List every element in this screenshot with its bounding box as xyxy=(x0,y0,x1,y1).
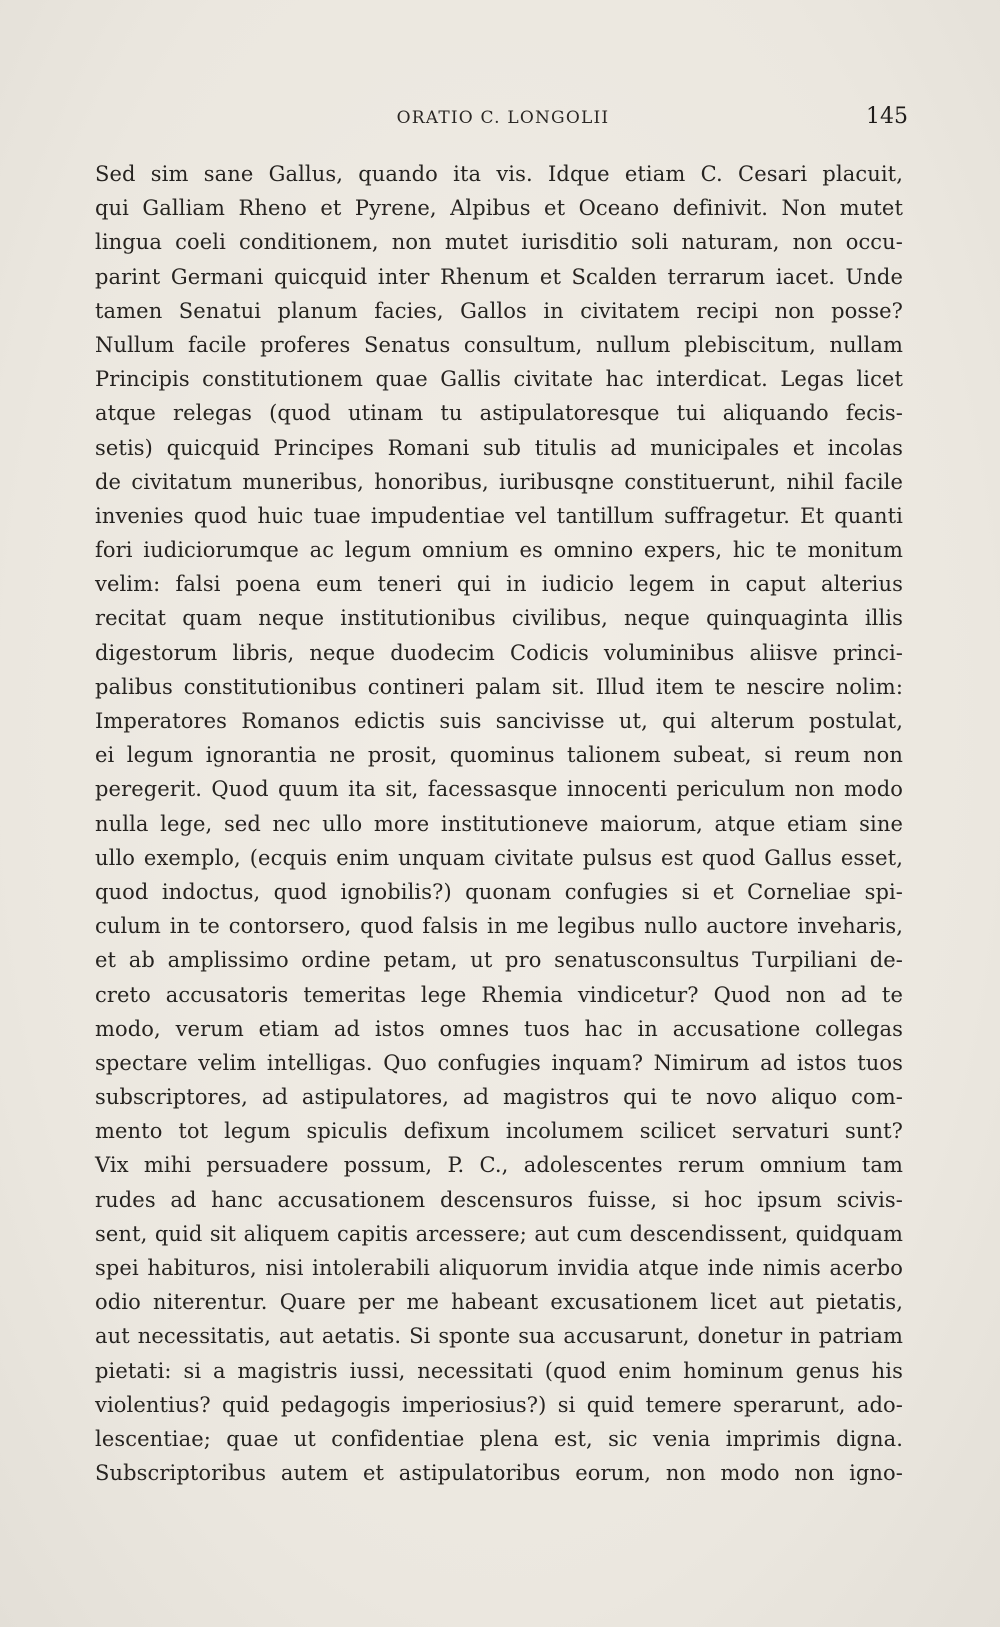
running-head xyxy=(98,104,908,132)
page-number: 145 xyxy=(866,104,908,129)
text-line: peregerit. Quod quum ita sit, facessasque innocenti periculum non modo xyxy=(95,777,903,802)
text-line: Principis constitutionem quae Gallis civitate hac interdicat. Legas licet xyxy=(95,367,903,392)
text-line: nulla lege, sed nec ullo more institutioneve maiorum, atque etiam sine xyxy=(95,811,903,836)
text-line: qui Galliam Rheno et Pyrene, Alpibus et Oceano definivit. Non mutet xyxy=(95,196,903,221)
text-line: spei habituros, nisi intolerabili aliquorum invidia atque inde nimis acerbo xyxy=(95,1256,903,1280)
text-line: et ab amplissimo ordine petam, ut pro senatusconsultus Turpiliani de- xyxy=(95,948,903,973)
text-line: setis) quicquid Principes Romani sub titulis ad municipales et incolas xyxy=(95,435,903,460)
text-line: Imperatores Romanos edictis suis sancivisse ut, qui alterum postulat, xyxy=(95,709,903,733)
running-title: ORATIO C. LONGOLII xyxy=(396,108,610,128)
text-line: subscriptores, ad astipulatores, ad magistros qui te novo aliquo com- xyxy=(95,1085,903,1110)
text-line: lescentiae; quae ut confidentiae plena est, sic venia imprimis digna. xyxy=(95,1426,903,1451)
text-line: aut necessitatis, aut aetatis. Si sponte sua accusarunt, donetur in patriam xyxy=(95,1324,903,1349)
text-line: invenies quod huic tuae impudentiae vel tantillum suffragetur. Et quanti xyxy=(95,503,903,528)
text-line: de civitatum muneribus, honoribus, iuribusqne constituerunt, nihil facile xyxy=(95,469,903,494)
text-line: pietati: si a magistris iussi, necessitati (quod enim hominum genus his xyxy=(95,1358,903,1383)
text-line: Sed sim sane Gallus, quando ita vis. Idque etiam C. Cesari placuit, xyxy=(95,162,903,186)
text-line: mento tot legum spiculis defixum incolumem scilicet servaturi sunt? xyxy=(95,1119,903,1144)
text-line: Subscriptoribus autem et astipulatoribus eorum, non modo non igno- xyxy=(95,1461,903,1486)
text-line: Vix mihi persuadere possum, P. C., adolescentes rerum omnium tam xyxy=(95,1153,903,1178)
text-line: sent, quid sit aliquem capitis arcessere; aut cum descendissent, quidquam xyxy=(95,1221,903,1246)
text-line: parint Germani quicquid inter Rhenum et Scalden terrarum iacet. Unde xyxy=(95,264,903,289)
text-line: digestorum libris, neque duodecim Codicis voluminibus aliisve princi- xyxy=(95,640,903,665)
text-line: quod indoctus, quod ignobilis?) quonam confugies si et Corneliae spi- xyxy=(95,879,903,904)
text-line: Nullum facile proferes Senatus consultum, nullum plebiscitum, nullam xyxy=(95,332,903,357)
text-line: violentius? quid pedagogis imperiosius?) si quid temere sperarunt, ado- xyxy=(95,1392,903,1417)
text-line: creto accusatoris temeritas lege Rhemia vindicetur? Quod non ad te xyxy=(95,982,903,1007)
text-line: recitat quam neque institutionibus civilibus, neque quinquaginta illis xyxy=(95,606,903,631)
text-line: ullo exemplo, (ecquis enim unquam civitate pulsus est quod Gallus esset, xyxy=(95,845,903,870)
text-line: odio niterentur. Quare per me habeant excusationem licet aut pietatis, xyxy=(95,1290,903,1315)
body-text xyxy=(95,157,903,1490)
text-line: velim: falsi poena eum teneri qui in iudicio legem in caput alterius xyxy=(95,572,903,597)
text-line: ei legum ignorantia ne prosit, quominus talionem subeat, si reum non xyxy=(95,743,903,768)
text-line: lingua coeli conditionem, non mutet iurisditio soli naturam, non occu- xyxy=(95,230,903,255)
text-line: palibus constitutionibus contineri palam sit. Illud item te nescire nolim: xyxy=(95,674,903,699)
text-line: spectare velim intelligas. Quo confugies inquam? Nimirum ad istos tuos xyxy=(95,1050,903,1075)
text-line: rudes ad hanc accusationem descensuros fuisse, si hoc ipsum scivis- xyxy=(95,1187,903,1212)
text-line: atque relegas (quod utinam tu astipulatoresque tui aliquando fecis- xyxy=(95,401,903,426)
text-line: fori iudiciorumque ac legum omnium es omnino expers, hic te monitum xyxy=(95,538,903,563)
text-line: modo, verum etiam ad istos omnes tuos hac in accusatione collegas xyxy=(95,1016,903,1041)
text-line: tamen Senatui planum facies, Gallos in civitatem recipi non posse? xyxy=(95,298,903,323)
text-line: culum in te contorsero, quod falsis in me legibus nullo auctore inveharis, xyxy=(95,914,903,939)
